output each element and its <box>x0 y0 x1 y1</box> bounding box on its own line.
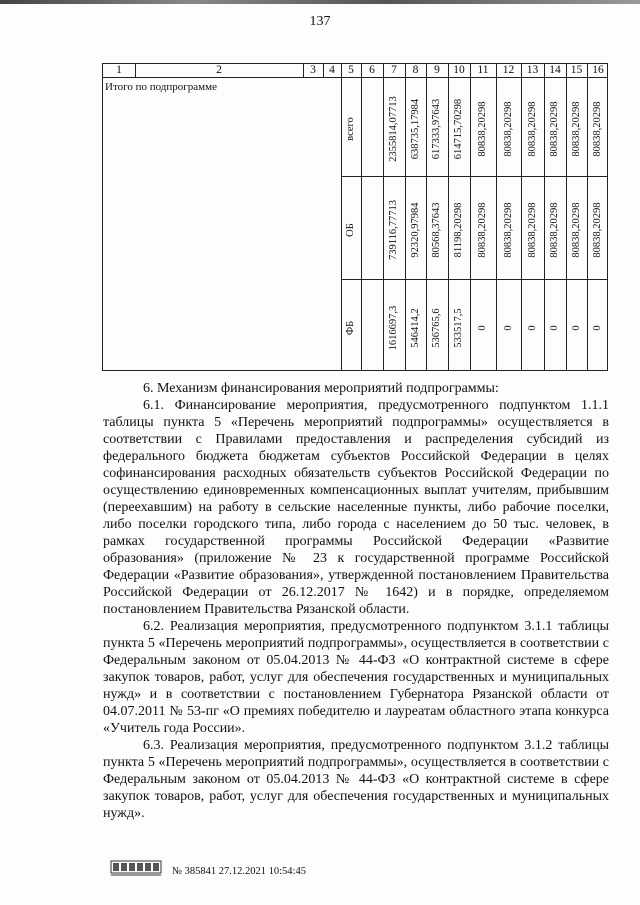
row-label: Итого по подпрограмме <box>105 81 217 93</box>
table-cell: 80838,20298 <box>549 100 560 157</box>
paragraph-6-3: 6.3. Реализация мероприятия, предусмотренного подпунктом 3.1.2 таблицы пункта 5 «Перечень мероприятий подпрограммы», осуществляется в соответствии с Федеральным законом от 05.04.2013 № 44-ФЗ «О контрактной системе в сфере закупок товаров, работ, услуг для обеспечения государственных и муниципальных нужд». <box>103 738 609 821</box>
column-header: 1 <box>116 64 122 76</box>
column-divider <box>448 64 449 370</box>
column-header: 14 <box>549 64 561 76</box>
table-cell: 0 <box>526 324 538 331</box>
group-label: всего <box>345 116 356 141</box>
column-header: 8 <box>412 64 419 76</box>
table-cell: 80838,20298 <box>549 201 560 258</box>
scan-edge <box>0 0 640 4</box>
column-header: 4 <box>329 64 335 76</box>
page-number: 137 <box>309 14 331 29</box>
section-title: 6. Механизм финансирования мероприятий подпрограммы: <box>143 381 499 396</box>
column-divider <box>566 64 567 370</box>
column-header: 11 <box>477 64 489 76</box>
column-header: 6 <box>369 64 375 76</box>
table-cell: 92320,97984 <box>409 201 421 258</box>
table-cell: 2355814,07713 <box>388 95 399 162</box>
table-cell: 0 <box>477 324 488 331</box>
table-cell: 1616697,3 <box>388 305 399 350</box>
column-divider <box>587 64 588 370</box>
table-cell: 80838,20298 <box>526 201 538 258</box>
table-cell: 546414,2 <box>409 307 421 348</box>
column-header: 12 <box>502 64 515 76</box>
paragraph-6-2: 6.2. Реализация мероприятия, предусмотренного подпунктом 3.1.1 таблицы пункта 5 «Перечень мероприятий подпрограммы», осуществляется в соответствии с Федеральным законом от 05.04.2013 № 44-ФЗ «О контрактной системе в сфере закупок товаров, работ, услуг для обеспечения государственных и муниципальных нужд» и в соответствии с постановлением Губернатора Рязанской области от 04.07.2011 № 53-пг «О премиях победителю и лауреатам областного этапа конкурса «Учитель года России». <box>103 619 609 736</box>
column-divider <box>383 64 384 370</box>
table-cell: 80838,20298 <box>526 100 538 157</box>
column-divider <box>470 64 471 370</box>
column-header: 2 <box>216 64 222 76</box>
column-divider <box>496 64 497 370</box>
column-header: 10 <box>453 64 465 76</box>
table-cell: 614715,70298 <box>453 98 464 159</box>
column-header: 3 <box>310 64 316 76</box>
table-cell: 0 <box>549 324 560 331</box>
column-header: 15 <box>570 64 583 76</box>
column-divider <box>521 64 522 370</box>
table-cell: 80838,20298 <box>570 201 582 258</box>
table-cell: 533517,5 <box>453 307 464 348</box>
table-cell: 739116,77713 <box>388 199 399 260</box>
column-divider <box>426 64 427 370</box>
table-cell: 80838,20298 <box>570 100 582 157</box>
table-cell: 80838,20298 <box>502 201 514 258</box>
table-cell: 617333,97643 <box>431 98 442 159</box>
group-row-rule <box>341 279 607 280</box>
financing-table <box>102 63 608 371</box>
table-cell: 638735,17984 <box>409 98 421 159</box>
table-cell: 0 <box>570 324 582 331</box>
column-header: 13 <box>526 64 539 76</box>
table-cell: 80568,37643 <box>431 201 442 258</box>
column-header: 5 <box>348 64 354 76</box>
table-cell: 0 <box>502 324 514 331</box>
column-divider <box>361 64 362 370</box>
table-cell: 0 <box>592 324 603 331</box>
column-header: 16 <box>592 64 604 76</box>
column-divider <box>405 64 406 370</box>
column-divider <box>341 64 342 370</box>
table-cell: 536765,6 <box>431 307 442 348</box>
column-header: 7 <box>391 64 397 76</box>
table-cell: 80838,20298 <box>592 201 603 258</box>
group-label: ОБ <box>345 222 356 237</box>
group-row-rule <box>341 176 607 177</box>
column-header: 9 <box>434 64 440 76</box>
table-cell: 80838,20298 <box>477 100 488 157</box>
table-cell: 80838,20298 <box>592 100 603 157</box>
group-label: ФБ <box>345 320 356 335</box>
registry-stamp-logo <box>110 856 162 878</box>
paragraph-6-1: 6.1. Финансирование мероприятия, предусмотренного подпунктом 1.1.1 таблицы пункта 5 «Перечень мероприятий подпрограммы» осуществляется в соответствии с Правилами предоставления и распределения субсидий из федерального бюджета бюджетам субъектов Российской Федерации в целях софинансирования расходных обязательств субъектов Российской Федерации по осуществлению единовременных компенсационных выплат учителям, прибывшим (переехавшим) на работу в сельские населенные пункты, либо рабочие поселки, либо поселки городского типа, либо города с населением до 50 тыс. человек, в рамках государственной программы Российской Федерации «Развитие образования» (приложение № 23 к государственной программе Российской Федерации «Развитие образования», утвержденной постановлением Правительства Российской Федерации от 26.12.2017 № 1642) и в порядке, определяемом постановлением Правительства Рязанской области. <box>103 398 609 617</box>
column-divider <box>544 64 545 370</box>
table-cell: 81198,20298 <box>453 202 464 257</box>
section-body <box>103 380 609 822</box>
table-cell: 80838,20298 <box>477 201 488 258</box>
table-cell: 80838,20298 <box>502 100 514 157</box>
document-registration: № 385841 27.12.2021 10:54:45 <box>172 866 306 877</box>
